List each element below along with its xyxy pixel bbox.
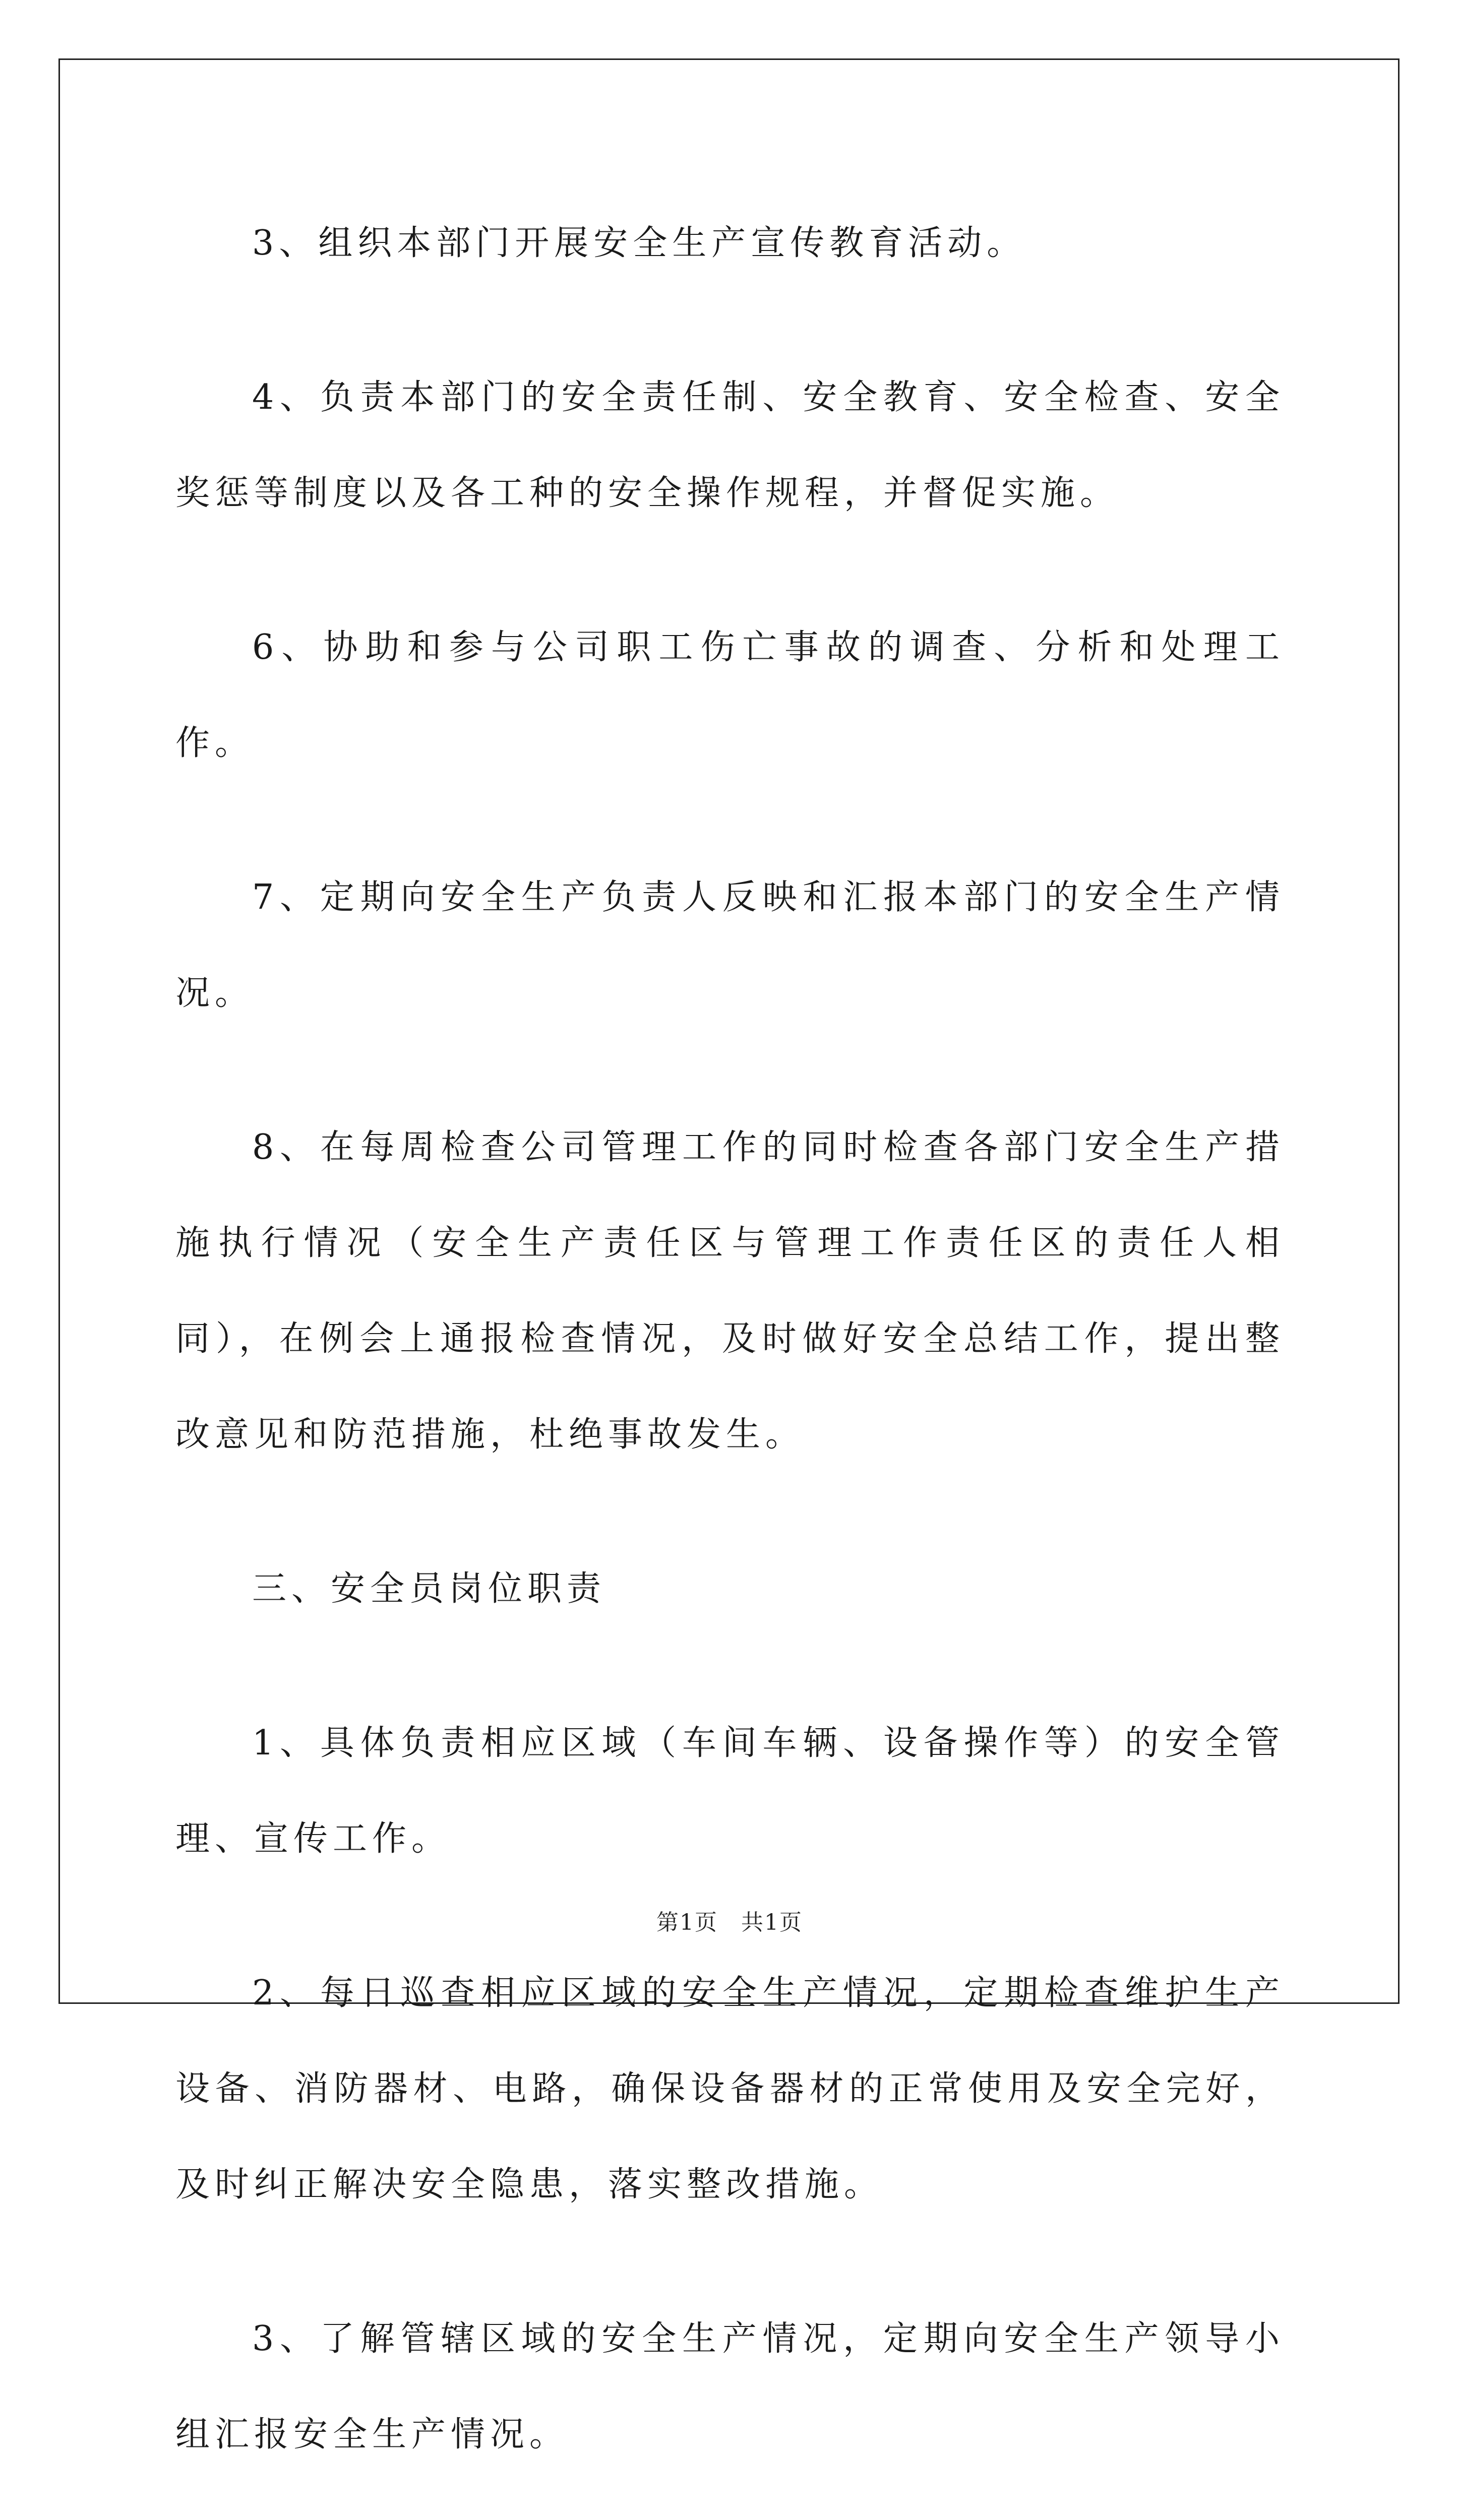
section-heading-safety-officer-duties: 三、安全员岗位职责 xyxy=(252,1569,606,1609)
document-body xyxy=(175,196,1285,2520)
page-number-footer: 第1页 共1页 xyxy=(656,1910,803,1935)
paragraph-duty-2-daily-patrol: 2、每日巡查相应区域的安全生产情况，定期检查维护生产设备、消防器材、电路，确保设备器材的正常使用及安全完好，及时纠正解决安全隐患，落实整改措施。 xyxy=(175,1973,1285,2204)
paragraph-item-3-propaganda: 3、组织本部门开展安全生产宣传教育活动。 xyxy=(252,223,1026,263)
paragraph-duty-1-area-management: 1、具体负责相应区域（车间车辆、设备操作等）的安全管理、宣传工作。 xyxy=(175,1723,1285,1859)
paragraph-item-4-responsibility-systems: 4、负责本部门的安全责任制、安全教育、安全检查、安全奖惩等制度以及各工种的安全操作规程，并督促实施。 xyxy=(175,377,1285,513)
paragraph-item-8-weekly-inspection: 8、在每周检查公司管理工作的同时检查各部门安全生产措施执行情况（安全生产责任区与管理工作责任区的责任人相同），在例会上通报检查情况，及时做好安全总结工作，提出整改意见和防范措施，杜绝事故发生。 xyxy=(175,1127,1285,1455)
paragraph-item-7-reporting: 7、定期向安全生产负责人反映和汇报本部门的安全生产情况。 xyxy=(175,877,1285,1013)
paragraph-duty-3-reporting: 3、了解管辖区域的安全生产情况，定期向安全生产领导小组汇报安全生产情况。 xyxy=(175,2319,1285,2454)
paragraph-item-6-accident-investigation: 6、协助和参与公司职工伤亡事故的调查、分析和处理工作。 xyxy=(175,627,1285,763)
